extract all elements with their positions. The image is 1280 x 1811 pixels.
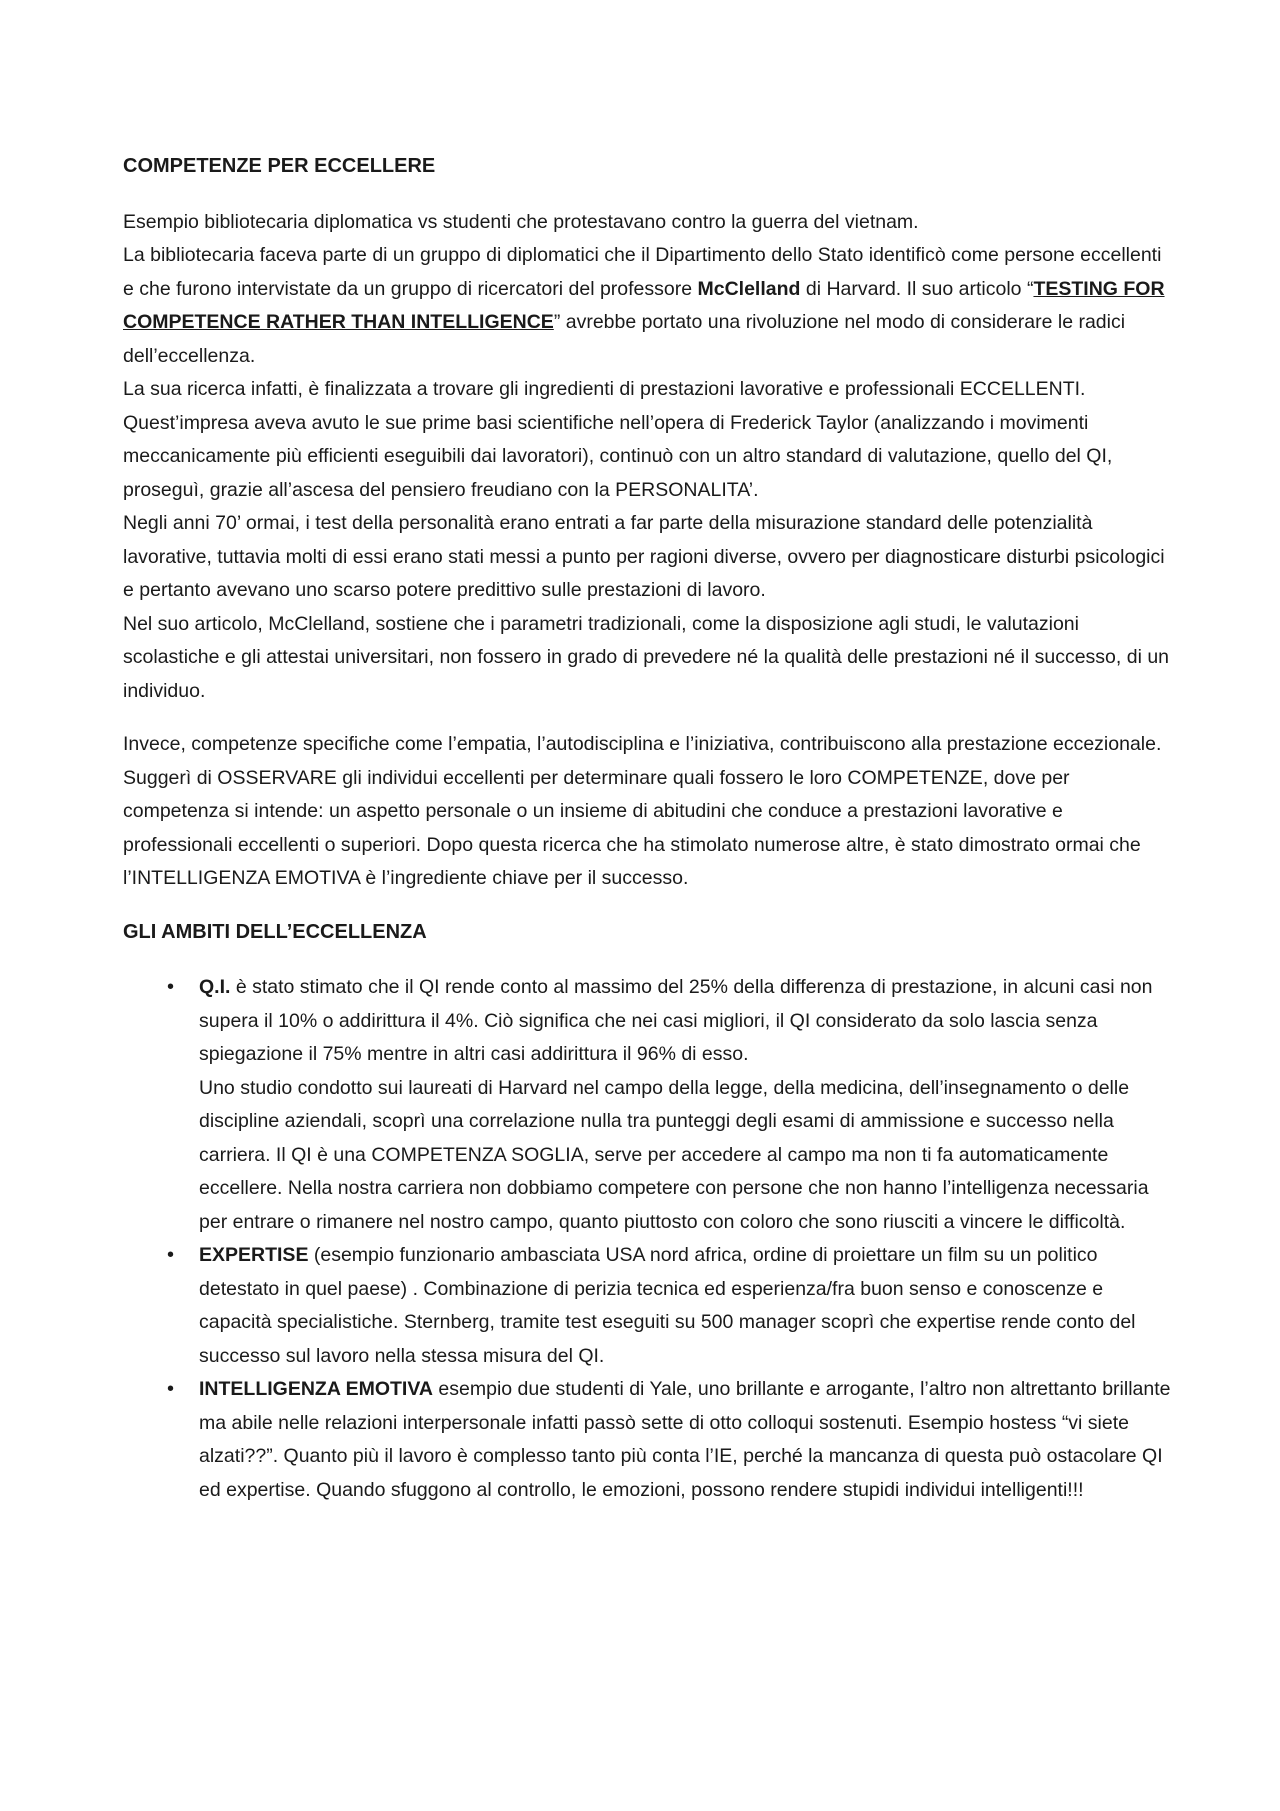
list-item-qi <box>123 971 1173 1239</box>
intro-text-b: di Harvard. Il suo articolo “ <box>800 277 1034 300</box>
intro-line-example: Esempio bibliotecaria diplomatica vs studenti che protestavano contro la guerra del vietnam. <box>123 210 919 233</box>
section-title-ambiti: GLI AMBITI DELL’ECCELLENZA <box>123 920 427 943</box>
text-qi: è stato stimato che il QI rende conto al massimo del 25% della differenza di prestazione, in alcuni casi non supera il 10% o addirittura il 4%. Ciò significa che nei casi migliori, il QI considerato da solo lascia senza spiegazione il 75% mentre in altri casi addirittura il 96% di esso. <box>199 976 1153 1065</box>
text-qi-study: Uno studio condotto sui laureati di Harvard nel campo della legge, della medicina, dell’insegnamento o delle discipline aziendali, scoprì una correlazione nulla tra punteggi degli esami di ammissione e successo nella carriera. Il QI è una COMPETENZA SOGLIA, serve per accedere al campo ma non ti fa automaticamente eccellere. Nella nostra carriera non dobbiamo competere con persone che non hanno l’intelligenza necessaria per entrare o rimanere nel nostro campo, quanto piuttosto con coloro che sono riusciti a vincere le difficoltà. <box>199 1076 1149 1233</box>
intro-line-taylor: Quest’impresa aveva avuto le sue prime basi scientifiche nell’opera di Frederick Taylor (analizzando i movimenti meccanicamente più efficienti eseguibili dai lavoratori), continuò con un altro standard di valutazione, quello del QI, proseguì, grazie all’ascesa del pensiero freudiano con la PERSONALITA’. <box>123 411 1113 501</box>
bullet-icon: • <box>167 1378 175 1400</box>
document-page <box>123 150 1173 1507</box>
bullet-icon: • <box>167 1244 175 1266</box>
list-item-expertise <box>123 1239 1173 1373</box>
text-expertise: (esempio funzionario ambasciata USA nord africa, ordine di proiettare un film su un politico detestato in quel paese) . Combinazione di perizia tecnica ed esperienza/fra buon senso e conoscenze e capacità specialistiche. Sternberg, tramite test eseguiti su 500 manager scoprì che expertise rende conto del successo sul lavoro nella stessa misura del QI. <box>199 1244 1136 1367</box>
term-qi: Q.I. <box>199 976 231 998</box>
term-intelligenza-emotiva: INTELLIGENZA EMOTIVA <box>199 1378 433 1400</box>
text-intelligenza-emotiva: esempio due studenti di Yale, uno brillante e arrogante, l’altro non altrettanto brillante ma abile nelle relazioni interpersonale infatti passò sette di otto colloqui sostenuti. Esempio hostess “vi siete alzati??”. Quanto più il lavoro è complesso tanto più conta l’IE, perché la mancanza di questa può ostacolare QI ed expertise. Quando sfuggono al controllo, le emozioni, possono rendere stupidi individui intelligenti!!! <box>199 1378 1171 1501</box>
intro-line-article: Nel suo articolo, McClelland, sostiene che i parametri tradizionali, come la disposizione agli studi, le valutazioni scolastiche e gli attestai universitari, non fossero in grado di prevedere né la qualità delle prestazioni né il successo, di un individuo. <box>123 612 1170 702</box>
list-item-intelligenza-emotiva <box>123 1373 1173 1507</box>
intro-text-a: La bibliotecaria faceva parte di un gruppo di diplomatici che il Dipartimento dello Stato identificò come persone eccellenti e che furono intervistate da un gruppo di ricercatori del professore <box>123 244 1162 300</box>
article-title: TESTING FOR COMPETENCE RATHER THAN INTELLIGENCE <box>123 277 1165 333</box>
intro-line-70s: Negli anni 70’ ormai, i test della personalità erano entrati a far parte della misurazione standard delle potenzialità lavorative, tuttavia molti di essi erano stati messi a punto per ragioni diverse, ovvero per diagnosticare disturbi psicologici e pertanto avevano uno scarso potere predittivo sulle prestazioni di lavoro. <box>123 512 1165 601</box>
term-expertise: EXPERTISE <box>199 1244 309 1266</box>
intro-text-c: ” avrebbe portato una rivoluzione nel modo di considerare le radici dell’eccellenza. <box>123 311 1126 367</box>
ambiti-list <box>123 971 1173 1507</box>
mcclelland-name: McClelland <box>697 277 801 300</box>
section-title-competenze: COMPETENZE PER ECCELLERE <box>123 155 436 177</box>
intro-line-research: La sua ricerca infatti, è finalizzata a trovare gli ingredienti di prestazioni lavorative e professionali ECCELLENTI. <box>123 378 1086 400</box>
paragraph-competenze: Invece, competenze specifiche come l’empatia, l’autodisciplina e l’iniziativa, contribuiscono alla prestazione eccezionale. Suggerì di OSSERVARE gli individui eccellenti per determinare quali fossero le loro COMPETENZE, dove per competenza si intende: un aspetto personale o un insieme di abitudini che conduce a prestazioni lavorative e professionali eccellenti o superiori. Dopo questa ricerca che ha stimolato numerose altre, è stato dimostrato ormai che l’INTELLIGENZA EMOTIVA è l’ingrediente chiave per il successo. <box>123 733 1162 889</box>
bullet-icon: • <box>167 976 175 998</box>
paragraph-intro <box>123 206 1173 709</box>
